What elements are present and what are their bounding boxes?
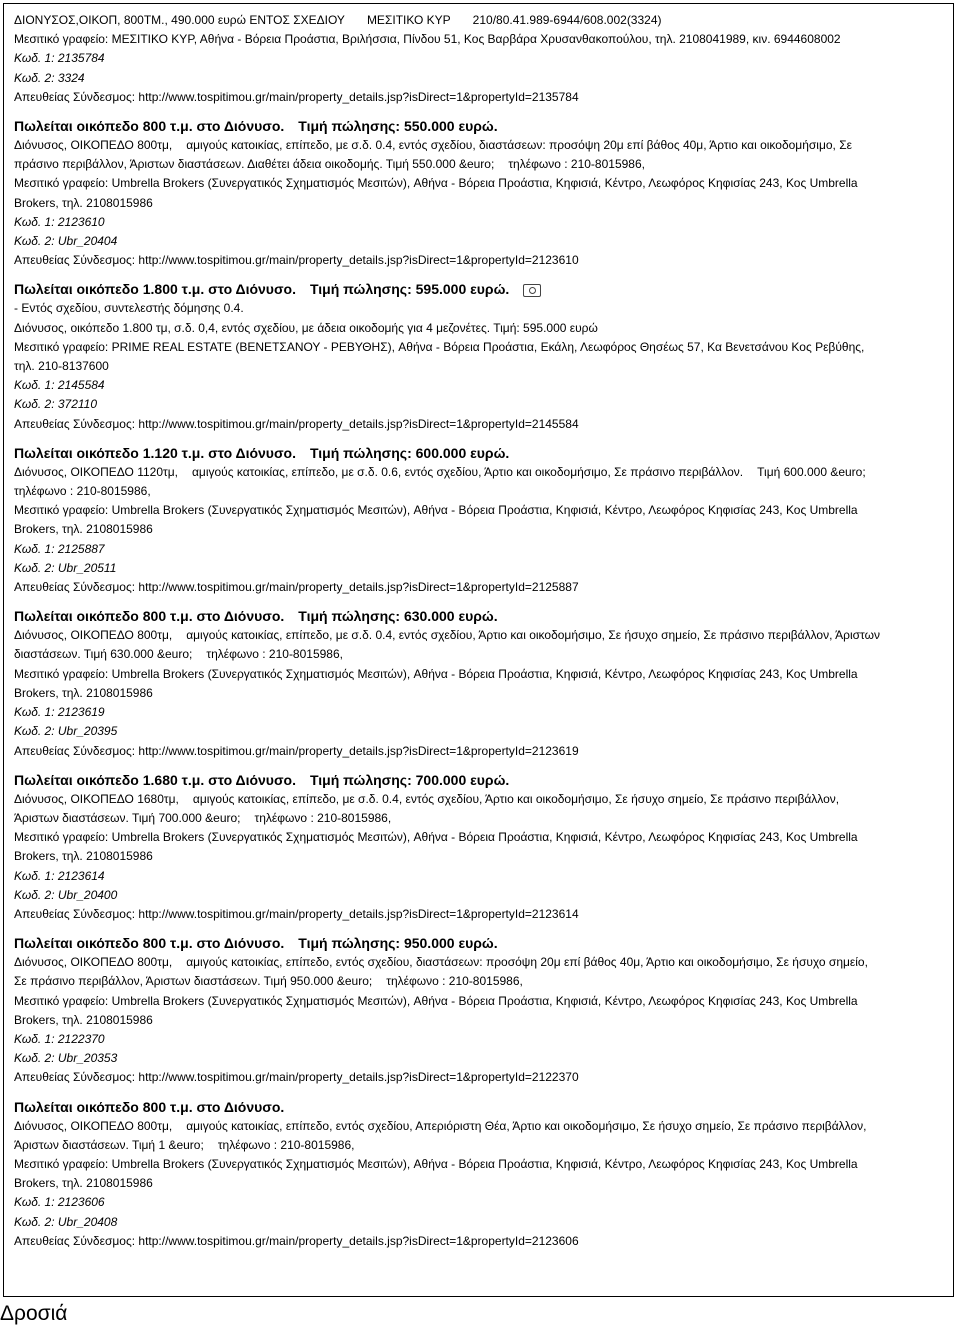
desc-part: αμιγούς κατοικίας, επίπεδο, εντός σχεδίου, Απεριόριστη Θέα, Άρτιο και οικοδομήσιμο, Σε ήσυχο σημείο, Σε πράσινο περιβάλλον, bbox=[186, 1118, 867, 1133]
heading-price: Τιμή πώλησης: 950.000 ευρώ. bbox=[298, 935, 498, 952]
code-1: Κωδ. 1: 2145584 bbox=[14, 378, 105, 393]
heading-label: Πωλείται οικόπεδο 1.680 τ.μ. στο Διόνυσο. bbox=[14, 771, 296, 788]
description bbox=[14, 136, 944, 155]
heading-label: Πωλείται οικόπεδο 800 τ.μ. στο Διόνυσο. bbox=[14, 935, 285, 952]
office-info: Μεσιτικό γραφείο: Umbrella Brokers (Συνεργατικός Σχηματισμός Μεσιτών), Αθήνα - Βόρεια Προάστια, Κηφισιά, Κέντρο, Λεωφόρος Κηφισίας 243, Κος Umbrella bbox=[14, 176, 858, 191]
desc-part: Τιμή 1 &euro; bbox=[131, 1137, 204, 1152]
direct-link[interactable]: Απευθείας Σύνδεσμος: http://www.tospitimou.gr/main/property_details.jsp?isDirect=1&propertyId=2123619 bbox=[14, 743, 579, 758]
code-1: Κωδ. 1: 2123606 bbox=[14, 1195, 105, 1210]
desc-part: Τιμή 630.000 &euro; bbox=[83, 647, 193, 662]
desc-part: Τιμή 700.000 &euro; bbox=[131, 810, 241, 825]
listing-heading bbox=[14, 607, 944, 626]
phone: τηλέφωνο : 210-8015986, bbox=[14, 484, 151, 499]
heading-label: Πωλείται οικόπεδο 800 τ.μ. στο Διόνυσο. bbox=[14, 118, 285, 135]
code-2: Κωδ. 2: 3324 bbox=[14, 70, 85, 85]
listing bbox=[14, 444, 944, 597]
desc-part: αμιγούς κατοικίας, επίπεδο, με σ.δ. 0.4, εντός σχεδίου, διαστάσεων: προσόψη 20μ επί βάθος 40μ, Άρτιο και οικοδομήσιμο, Σε bbox=[186, 138, 852, 153]
phone: τηλέφωνο : 210-8015986, bbox=[254, 810, 392, 825]
code-2: Κωδ. 2: Ubr_20511 bbox=[14, 560, 117, 575]
direct-link[interactable]: Απευθείας Σύνδεσμος: http://www.tospitimou.gr/main/property_details.jsp?isDirect=1&propertyId=2122370 bbox=[14, 1070, 579, 1085]
office-info: Μεσιτικό γραφείο: Umbrella Brokers (Συνεργατικός Σχηματισμός Μεσιτών), Αθήνα - Βόρεια Προάστια, Κηφισιά, Κέντρο, Λεωφόρος Κηφισίας 243, Κος Umbrella bbox=[14, 666, 858, 681]
heading-price: Τιμή πώλησης: 700.000 ευρώ. bbox=[309, 771, 510, 788]
desc-part: διαστάσεων. bbox=[14, 647, 81, 662]
desc-part: Άριστων διαστάσεων. bbox=[14, 1137, 129, 1152]
desc-part: Τιμή 950.000 &euro; bbox=[263, 974, 373, 989]
phone: τηλέφωνο : 210-8015986, bbox=[217, 1137, 355, 1152]
direct-link[interactable]: Απευθείας Σύνδεσμος: http://www.tospitimou.gr/main/property_details.jsp?isDirect=1&propertyId=2125887 bbox=[14, 580, 579, 595]
phone: τηλέφωνο : 210-8015986, bbox=[508, 157, 645, 172]
office-info: Μεσιτικό γραφείο: Umbrella Brokers (Συνεργατικός Σχηματισμός Μεσιτών), Αθήνα - Βόρεια Προάστια, Κηφισιά, Κέντρο, Λεωφόρος Κηφισίας 243, Κος Umbrella bbox=[14, 993, 858, 1008]
desc-part: Διαθέτει άδεια οικοδομής. Τιμή 550.000 &euro; bbox=[247, 157, 495, 172]
code-1: Κωδ. 1: 2122370 bbox=[14, 1031, 105, 1046]
office-info-cont: τηλ. 210-8137600 bbox=[14, 359, 109, 374]
description: Διόνυσος, οικόπεδο 1.800 τμ, σ.δ. 0,4, εντός σχεδίου, με άδεια οικοδομής για 4 μεζονέτες. Τιμή: 595.000 ευρώ bbox=[14, 320, 598, 335]
listing bbox=[14, 607, 944, 760]
desc-part: αμιγούς κατοικίας, επίπεδο, εντός σχεδίου, διαστάσεων: προσόψη 20μ επί βάθος 40μ, Άρτιο και οικοδομήσιμο, Σε ήσυχο σημείο, bbox=[186, 955, 868, 970]
listing-heading bbox=[14, 444, 944, 463]
phone: τηλέφωνο : 210-8015986, bbox=[386, 974, 523, 989]
desc-part: Διόνυσος, ΟΙΚΟΠΕΔΟ 800τμ, bbox=[14, 628, 173, 643]
office-info-cont: Brokers, τηλ. 2108015986 bbox=[14, 195, 153, 210]
desc-part: Διόνυσος, ΟΙΚΟΠΕΔΟ 800τμ, bbox=[14, 138, 173, 153]
desc-part: Σε πράσινο περιβάλλον, Άριστων διαστάσεων. bbox=[14, 974, 261, 989]
desc-part: αμιγούς κατοικίας, επίπεδο, με σ.δ. 0.4, εντός σχεδίου, Άρτιο και οικοδομήσιμο, Σε ήσυχο σημείο, Σε πράσινο περιβάλλον, bbox=[192, 791, 840, 806]
office-info-cont: Brokers, τηλ. 2108015986 bbox=[14, 685, 153, 700]
desc-part: πράσινο περιβάλλον, Άριστων διαστάσεων. bbox=[14, 157, 245, 172]
desc-part: Διόνυσος, ΟΙΚΟΠΕΔΟ 1680τμ, bbox=[14, 791, 179, 806]
listings-frame bbox=[3, 3, 954, 1297]
desc-part: Διόνυσος, ΟΙΚΟΠΕΔΟ 800τμ, bbox=[14, 1118, 173, 1133]
heading-price: Τιμή πώλησης: 550.000 ευρώ. bbox=[298, 118, 498, 135]
description-cont bbox=[14, 1136, 944, 1155]
code-2: Κωδ. 2: 372110 bbox=[14, 397, 98, 412]
direct-link[interactable]: Απευθείας Σύνδεσμος: http://www.tospitimou.gr/main/property_details.jsp?isDirect=1&propertyId=2123606 bbox=[14, 1233, 579, 1248]
code-1: Κωδ. 1: 2123619 bbox=[14, 705, 105, 720]
code-1: Κωδ. 1: 2135784 bbox=[14, 51, 105, 66]
camera-icon[interactable] bbox=[523, 284, 541, 297]
code-2: Κωδ. 2: Ubr_20408 bbox=[14, 1214, 118, 1229]
code-2: Κωδ. 2: Ubr_20353 bbox=[14, 1051, 118, 1066]
desc-part: Άριστων διαστάσεων. bbox=[14, 810, 129, 825]
summary-text: ΔΙΟΝΥΣΟΣ,ΟΙΚΟΠ, 800ΤΜ., 490.000 ευρώ ΕΝΤΟΣ ΣΧΕΔΙΟΥ bbox=[14, 13, 345, 27]
listing-heading bbox=[14, 117, 944, 136]
desc-part: Διόνυσος, ΟΙΚΟΠΕΔΟ 800τμ, bbox=[14, 955, 173, 970]
listing bbox=[14, 771, 944, 924]
description bbox=[14, 626, 944, 645]
description bbox=[14, 953, 944, 972]
desc-part: Τιμή 600.000 &euro; bbox=[757, 464, 866, 479]
direct-link[interactable]: Απευθείας Σύνδεσμος: http://www.tospitimou.gr/main/property_details.jsp?isDirect=1&propertyId=2145584 bbox=[14, 416, 579, 431]
direct-link[interactable]: Απευθείας Σύνδεσμος: http://www.tospitimou.gr/main/property_details.jsp?isDirect=1&propertyId=2123614 bbox=[14, 906, 579, 921]
heading-label: Πωλείται οικόπεδο 1.120 τ.μ. στο Διόνυσο. bbox=[14, 444, 296, 461]
office-info-cont: Brokers, τηλ. 2108015986 bbox=[14, 1012, 153, 1027]
description bbox=[14, 1117, 944, 1136]
listing bbox=[14, 11, 944, 107]
code-2: Κωδ. 2: Ubr_20404 bbox=[14, 234, 118, 249]
phones: 210/80.41.989-6944/608.002(3324) bbox=[472, 13, 662, 27]
listing-heading bbox=[14, 771, 944, 790]
phone: τηλέφωνο : 210-8015986, bbox=[206, 647, 343, 662]
office-info: Μεσιτικό γραφείο: Umbrella Brokers (Συνεργατικός Σχηματισμός Μεσιτών), Αθήνα - Βόρεια Προάστια, Κηφισιά, Κέντρο, Λεωφόρος Κηφισίας 243, Κος Umbrella bbox=[14, 1156, 858, 1171]
listing-heading bbox=[14, 280, 944, 299]
heading-label: Πωλείται οικόπεδο 800 τ.μ. στο Διόνυσο. bbox=[14, 608, 285, 625]
listing bbox=[14, 117, 944, 270]
code-1: Κωδ. 1: 2123614 bbox=[14, 868, 105, 883]
listing-heading bbox=[14, 934, 944, 953]
office-info: Μεσιτικό γραφείο: Umbrella Brokers (Συνεργατικός Σχηματισμός Μεσιτών), Αθήνα - Βόρεια Προάστια, Κηφισιά, Κέντρο, Λεωφόρος Κηφισίας 243, Κος Umbrella bbox=[14, 503, 858, 518]
office-info-cont: Brokers, τηλ. 2108015986 bbox=[14, 1176, 153, 1191]
desc-part: αμιγούς κατοικίας, επίπεδο, με σ.δ. 0.4, εντός σχεδίου, Άρτιο και οικοδομήσιμο, Σε ήσυχο σημείο, Σε πράσινο περιβάλλον, Άριστων bbox=[186, 628, 880, 643]
desc-part: αμιγούς κατοικίας, επίπεδο, με σ.δ. 0.6, εντός σχεδίου, Άρτιο και οικοδομήσιμο, Σε πράσινο περιβάλλον. bbox=[191, 464, 744, 479]
listing-heading bbox=[14, 1098, 944, 1117]
agency-name: ΜΕΣΙΤΙΚΟ ΚΥΡ bbox=[366, 13, 451, 27]
code-1: Κωδ. 1: 2123610 bbox=[14, 214, 105, 229]
heading-label: Πωλείται οικόπεδο 800 τ.μ. στο Διόνυσο. bbox=[14, 1098, 285, 1115]
office-info: Μεσιτικό γραφείο: ΜΕΣΙΤΙΚΟ ΚΥΡ, Αθήνα - Βόρεια Προάστια, Βριλήσσια, Πίνδου 51, Κος Βαρβάρα Χρυσανθακοπούλου, τηλ. 2108041989, κιν. 6944608002 bbox=[14, 32, 841, 47]
code-2: Κωδ. 2: Ubr_20400 bbox=[14, 887, 118, 902]
direct-link[interactable]: Απευθείας Σύνδεσμος: http://www.tospitimou.gr/main/property_details.jsp?isDirect=1&propertyId=2135784 bbox=[14, 89, 579, 104]
code-1: Κωδ. 1: 2125887 bbox=[14, 541, 105, 556]
office-info: Μεσιτικό γραφείο: Umbrella Brokers (Συνεργατικός Σχηματισμός Μεσιτών), Αθήνα - Βόρεια Προάστια, Κηφισιά, Κέντρο, Λεωφόρος Κηφισίας 243, Κος Umbrella bbox=[14, 830, 858, 845]
office-info: Μεσιτικό γραφείο: PRIME REAL ESTATE (ΒΕΝΕΤΣΑΝΟΥ - ΡΕΒΥΘΗΣ), Αθήνα - Βόρεια Προάστια, Εκάλη, Λεωφόρος Θησέως 57, Κα Βενετσάνου Κος Ρεβύθης, bbox=[14, 339, 865, 354]
desc-part: Διόνυσος, ΟΙΚΟΠΕΔΟ 1120τμ, bbox=[14, 464, 178, 479]
section-title: Δροσιά bbox=[0, 1302, 68, 1325]
code-2: Κωδ. 2: Ubr_20395 bbox=[14, 724, 118, 739]
listing bbox=[14, 1098, 944, 1251]
listing-summary bbox=[14, 11, 944, 30]
heading-price: Τιμή πώλησης: 600.000 ευρώ. bbox=[309, 444, 510, 461]
description bbox=[14, 790, 944, 809]
description bbox=[14, 463, 944, 482]
heading-price: Τιμή πώλησης: 630.000 ευρώ. bbox=[298, 608, 498, 625]
listing bbox=[14, 280, 944, 433]
listing bbox=[14, 934, 944, 1087]
heading-price: Τιμή πώλησης: 595.000 ευρώ. bbox=[309, 281, 510, 298]
office-info-cont: Brokers, τηλ. 2108015986 bbox=[14, 522, 153, 537]
listings-content bbox=[14, 11, 944, 1251]
office-info-cont: Brokers, τηλ. 2108015986 bbox=[14, 849, 153, 864]
description-cont bbox=[14, 645, 944, 664]
note: - Εντός σχεδίου, συντελεστής δόμησης 0.4. bbox=[14, 301, 244, 316]
description-cont bbox=[14, 972, 944, 991]
description-cont bbox=[14, 809, 944, 828]
direct-link[interactable]: Απευθείας Σύνδεσμος: http://www.tospitimou.gr/main/property_details.jsp?isDirect=1&propertyId=2123610 bbox=[14, 253, 579, 268]
description-cont bbox=[14, 155, 944, 174]
heading-label: Πωλείται οικόπεδο 1.800 τ.μ. στο Διόνυσο. bbox=[14, 281, 296, 298]
